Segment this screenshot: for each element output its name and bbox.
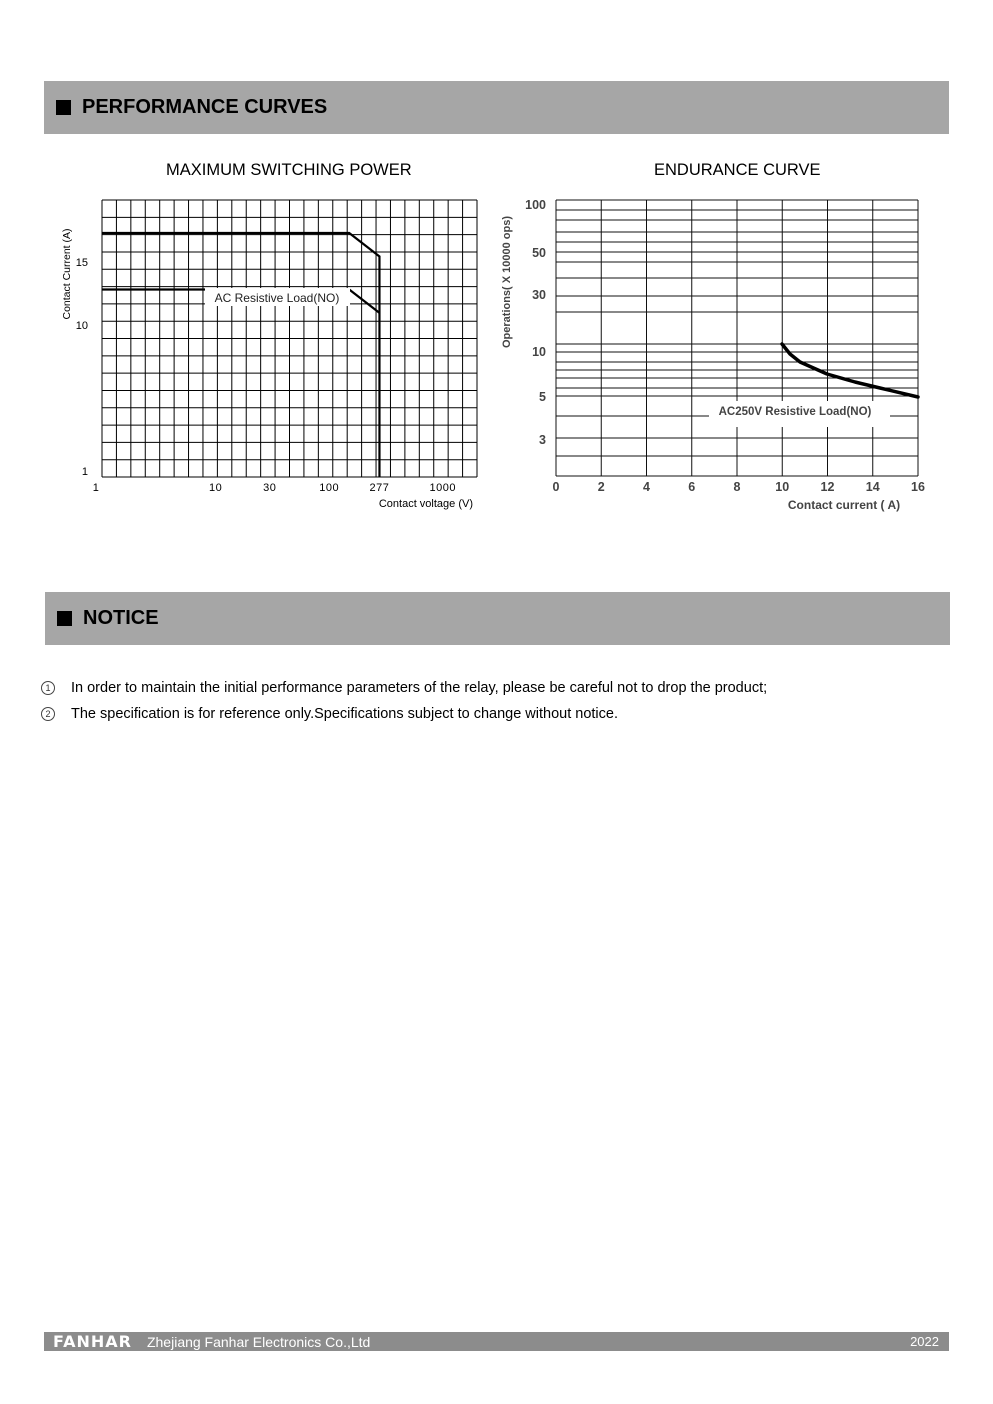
company-logo: FANHAR (53, 1332, 132, 1351)
y-tick-label: 10 (532, 345, 546, 359)
x-axis-label: Contact current ( A) (787, 498, 901, 512)
x-tick-label: 14 (865, 480, 880, 494)
x-tick-label: 30 (263, 482, 277, 494)
footer-year: 2022 (910, 1334, 939, 1349)
x-tick-label: 4 (643, 480, 650, 494)
x-tick-label: 2 (597, 480, 605, 494)
notice-item (41, 675, 941, 701)
x-tick-label: 1000 (429, 482, 457, 494)
x-tick-label: 16 (911, 480, 925, 494)
x-tick-label: 6 (688, 480, 696, 494)
y-axis-label: Operations( X 10000 ops) (501, 215, 513, 349)
y-tick-label: 100 (525, 198, 546, 212)
y-tick-label: 5 (539, 390, 546, 404)
page-footer (44, 1332, 949, 1351)
section-title: PERFORMANCE CURVES (82, 96, 328, 118)
notice-list (41, 675, 941, 727)
y-tick-label: 50 (532, 246, 546, 260)
x-tick-label: 10 (775, 480, 790, 494)
y-tick-label: 15 (75, 257, 88, 269)
section-title: NOTICE (83, 607, 159, 629)
x-axis-label: Contact voltage (V) (378, 498, 473, 510)
endurance-curve-title: ENDURANCE CURVE (654, 161, 821, 179)
y-tick-label: 3 (539, 433, 546, 447)
max-switching-power-title: MAXIMUM SWITCHING POWER (166, 161, 412, 179)
x-tick-label: 8 (733, 480, 741, 494)
y-tick-label: 30 (532, 288, 546, 302)
square-bullet-icon (57, 611, 72, 626)
notice-text: In order to maintain the initial performance parameters of the relay, please be careful not to drop the product; (71, 680, 768, 696)
x-tick-label: 100 (319, 482, 340, 494)
y-axis-label: Contact Current (A) (61, 228, 73, 320)
y-tick-label: 1 (81, 466, 88, 478)
annotation-label: AC250V Resistive Load(NO) (718, 406, 872, 418)
circled-number-icon: 2 (41, 707, 55, 721)
endurance-curve-chart (0, 0, 993, 530)
x-tick-label: 277 (369, 482, 390, 494)
circled-number-icon: 1 (41, 681, 55, 695)
y-tick-label: 10 (75, 320, 88, 332)
x-tick-label: 12 (820, 480, 835, 494)
x-tick-label: 1 (92, 482, 100, 494)
notice-item (41, 701, 941, 727)
notice-text: The specification is for reference only.Specifications subject to change without notice. (71, 706, 618, 722)
annotation-label: AC Resistive Load(NO) (214, 291, 340, 305)
x-tick-label: 10 (208, 482, 223, 494)
x-tick-label: 0 (552, 480, 560, 494)
notice-header (45, 592, 950, 645)
company-name: Zhejiang Fanhar Electronics Co.,Ltd (146, 1333, 371, 1350)
